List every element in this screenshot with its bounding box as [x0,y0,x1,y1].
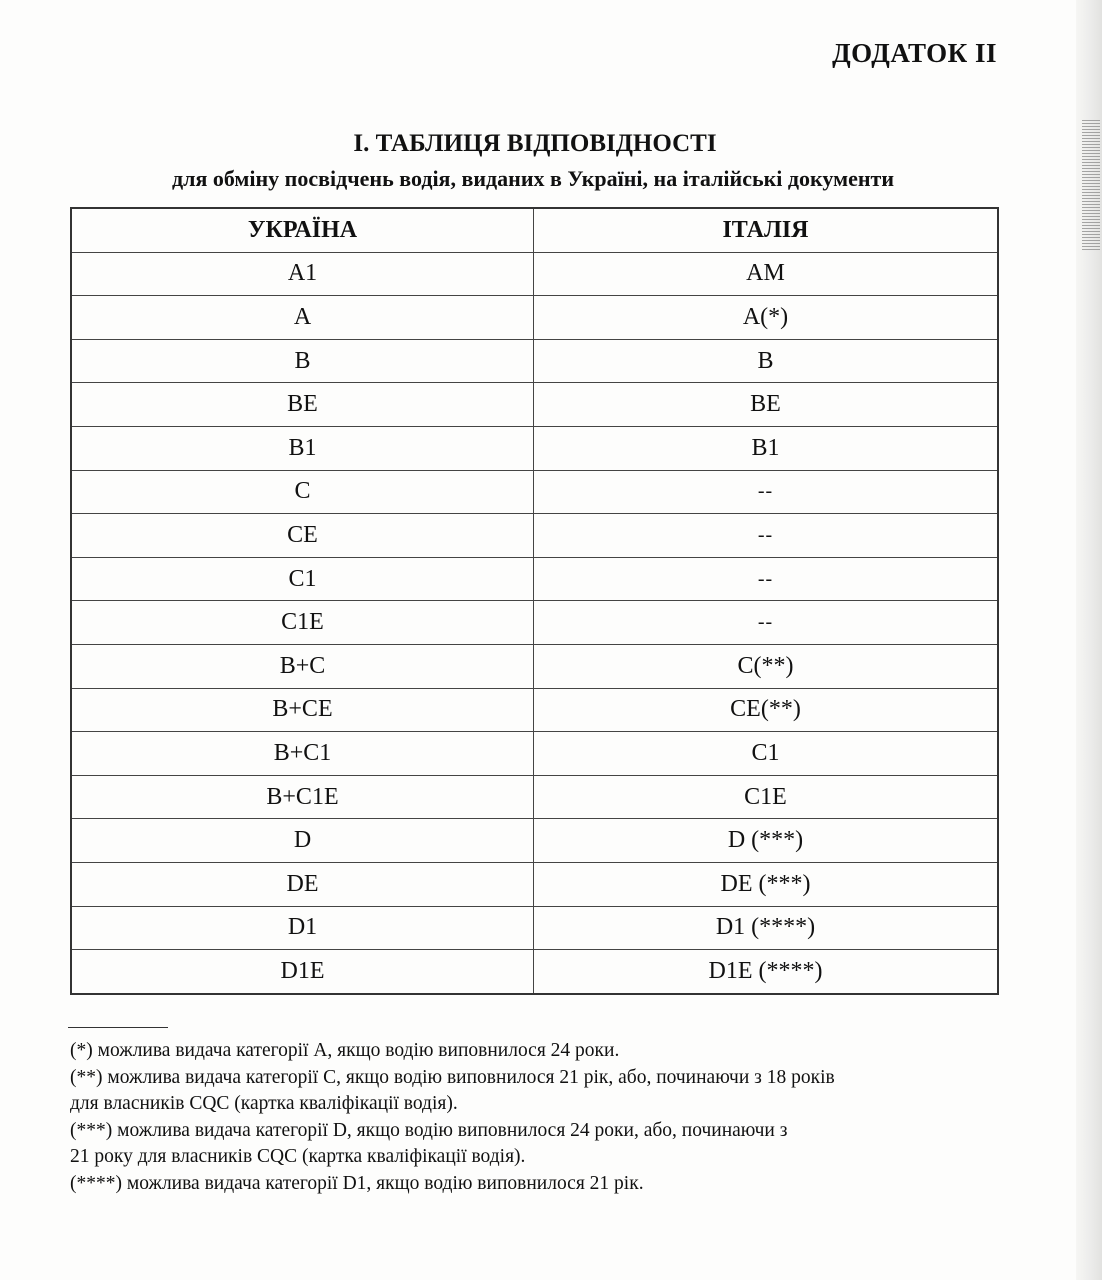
cell-ukraine: D1E [71,950,534,994]
cell-italy: D1 (****) [534,906,999,950]
table-row [71,862,998,906]
cell-italy: DE (***) [534,862,999,906]
column-header-ukraine: УКРАЇНА [71,208,534,252]
table-row [71,514,998,558]
table-row [71,819,998,863]
column-header-italy: ІТАЛІЯ [534,208,999,252]
table-title: I. ТАБЛИЦЯ ВІДПОВІДНОСТІ [353,130,717,157]
cell-ukraine: D [71,819,534,863]
footnote-line: (*) можлива видача категорії A, якщо водію виповнилося 24 роки. [70,1040,620,1061]
footnote-divider [68,1027,168,1028]
table-row [71,296,998,340]
table-row [71,732,998,776]
cell-ukraine: C1 [71,557,534,601]
cell-ukraine: B+CE [71,688,534,732]
cell-ukraine: B1 [71,426,534,470]
scan-edge [1076,0,1102,1280]
cell-italy: -- [534,557,999,601]
table-row [71,470,998,514]
footnotes [70,1038,1020,1197]
table-header-row [71,208,998,252]
table-row [71,644,998,688]
table-row [71,906,998,950]
cell-ukraine: C1E [71,601,534,645]
cell-italy: C1 [534,732,999,776]
table-row [71,601,998,645]
cell-ukraine: B+C [71,644,534,688]
cell-italy: B1 [534,426,999,470]
cell-italy: AM [534,252,999,296]
cell-ukraine: BE [71,383,534,427]
cell-italy: -- [534,514,999,558]
cell-italy: C1E [534,775,999,819]
cell-ukraine: B+C1 [71,732,534,776]
cell-ukraine: A1 [71,252,534,296]
cell-italy: CE(**) [534,688,999,732]
footnote-line: для власників CQC (картка кваліфікації водія). [70,1093,458,1114]
cell-ukraine: B+C1E [71,775,534,819]
annex-label: ДОДАТОК II [832,38,997,68]
cell-ukraine: D1 [71,906,534,950]
cell-ukraine: B [71,339,534,383]
footnote-line: (****) можлива видача категорії D1, якщо водію виповнилося 21 рік. [70,1172,644,1194]
footnote-line: 21 року для власників CQC (картка кваліфікації водія). [70,1146,526,1167]
cell-ukraine: C [71,470,534,514]
table-row [71,339,998,383]
correspondence-table [70,207,999,995]
table-row [71,688,998,732]
table-row [71,557,998,601]
cell-italy: C(**) [534,644,999,688]
cell-italy: A(*) [534,296,999,340]
cell-italy: B [534,339,999,383]
scan-marks [1082,120,1100,250]
cell-italy: BE [534,383,999,427]
cell-ukraine: DE [71,862,534,906]
cell-italy: D1E (****) [534,950,999,994]
table-row [71,383,998,427]
table-row [71,426,998,470]
table-row [71,252,998,296]
cell-italy: -- [534,601,999,645]
table-subtitle: для обміну посвідчень водія, виданих в Україні, на італійські документи [171,166,895,191]
cell-italy: -- [534,470,999,514]
table-row [71,775,998,819]
footnote-line: (**) можлива видача категорії C, якщо водію виповнилося 21 рік, або, починаючи з 18 років [70,1066,835,1088]
cell-ukraine: A [71,296,534,340]
cell-ukraine: CE [71,514,534,558]
footnote-line: (***) можлива видача категорії D, якщо водію виповнилося 24 роки, або, починаючи з [70,1119,788,1141]
table-row [71,950,998,994]
cell-italy: D (***) [534,819,999,863]
